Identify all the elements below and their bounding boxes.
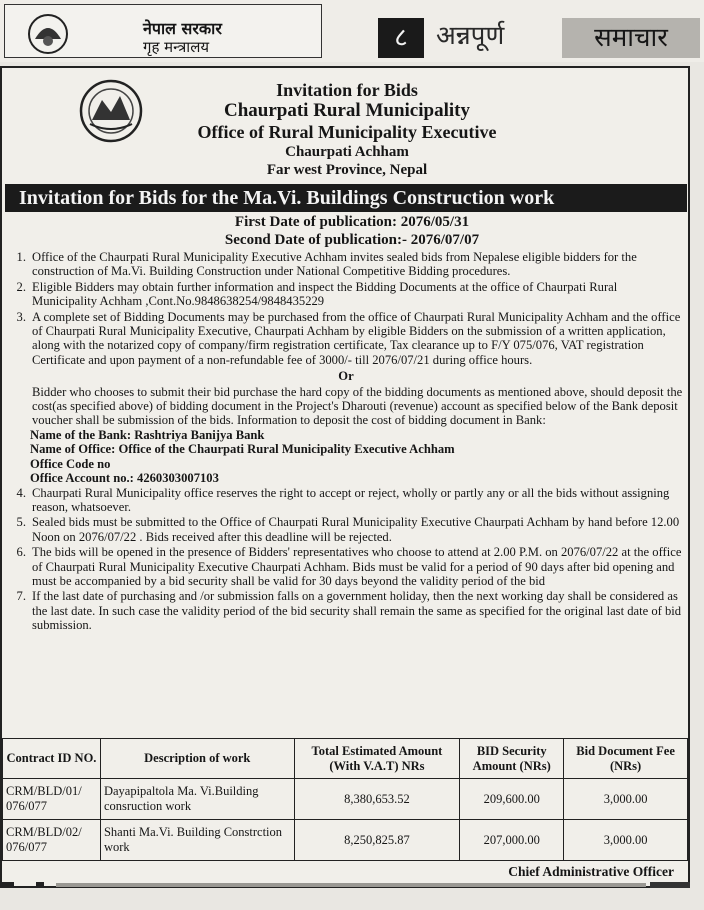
column-header: Contract ID NO. <box>3 739 101 779</box>
newspaper-name-part1: अन्नपूर्ण <box>436 21 505 51</box>
bid-security-cell: 209,600.00 <box>460 779 564 820</box>
notice-banner: Invitation for Bids for the Ma.Vi. Buildings Construction work <box>5 184 687 212</box>
estimated-amount-cell: 8,380,653.52 <box>294 779 460 820</box>
table-row <box>3 779 688 820</box>
deposit-paragraph: Bidder who chooses to submit their bid purchase the hard copy of the bidding documents as mentioned above, should deposit the cost(as specified above) of bidding document in the Project's Dharouti (revenue) account as specified below of the Bank deposit voucher shall be submission of the bids. Information to deposit the cost of bidding document in Bank: <box>32 384 683 428</box>
municipality-name: Chaurpati Rural Municipality <box>224 100 470 121</box>
notice-title: Invitation for Bids <box>276 80 418 100</box>
government-name: नेपाल सरकार <box>143 19 222 38</box>
estimated-amount-cell: 8,250,825.87 <box>294 820 460 861</box>
bank-account: Office Account no.: 4260303007103 <box>30 471 219 486</box>
table-row <box>3 820 688 861</box>
signatory-title: Chief Administrative Officer <box>508 864 674 879</box>
list-item: 1. Office of the Chaurpati Rural Municipality Executive Achham invites sealed bids from Nepalese eligible bidders for the construction of Ma.Vi. Building Construction under National Competitive Bidding procedures. <box>16 250 637 279</box>
notice-body <box>8 250 684 634</box>
bid-security-cell: 207,000.00 <box>460 820 564 861</box>
document-fee-cell: 3,000.00 <box>564 820 688 861</box>
list-item: 7. If the last date of purchasing and /or submission falls on a government holiday, then the next working day shall be considered as the last date. In such case the validity period of the bid security shall remain the same as specified for the original last date of bid submission. <box>16 589 682 633</box>
list-item: 3. A complete set of Bidding Documents may be purchased from the office of Chaurpati Rural Municipality Achham and the office of Chaurpati Rural Municipality Executive, Chaurpati Achham by eligible Bidders on the submission of a written application, along with the notarized copy of company/firm registration certificate, Tax clearance up to F/Y 075/076, VAT registration Certificate and upon payment of a non-refundable fee of 3000/- till 2076/07/21 during office hours. <box>16 309 681 367</box>
column-header: BID Security Amount (NRs) <box>460 739 564 779</box>
province-line: Far west Province, Nepal <box>266 162 428 178</box>
list-item: 2. Eligible Bidders may obtain further information and inspect the Bidding Documents at the office of Chaurpati Rural Municipality Achham ,Cont.No.9848638254/9848435229 <box>16 279 618 309</box>
table-header-row <box>3 739 688 779</box>
nepal-emblem-icon <box>27 13 69 55</box>
bank-office: Name of Office: Office of the Chaurpati Rural Municipality Executive Achham <box>30 442 455 457</box>
first-publication-date: First Date of publication: 2076/05/31 <box>234 214 470 230</box>
contract-id-cell: CRM/BLD/01/ 076/077 <box>3 779 101 820</box>
or-separator: Or <box>338 369 354 384</box>
document-fee-cell: 3,000.00 <box>564 779 688 820</box>
description-cell: Shanti Ma.Vi. Building Constrction work <box>100 820 294 861</box>
list-item: 5. Sealed bids must be submitted to the Office of Chaurpati Rural Municipality Executive Chaurpati Achham by hand before 12.00 Noon on 2076/07/22 . Bids received after this deadline will be rejected. <box>16 515 680 544</box>
newspaper-name-part2: समाचार <box>562 18 700 58</box>
column-header: Total Estimated Amount (With V.A.T) NRs <box>294 739 460 779</box>
column-header: Description of work <box>100 739 294 779</box>
bank-office-code: Office Code no <box>30 456 111 471</box>
ministry-name: गृह मन्त्रालय <box>143 38 210 56</box>
bank-name: Name of the Bank: Rashtriya Banijya Bank <box>30 427 265 442</box>
bid-notice <box>0 66 690 888</box>
page-edge-divider <box>0 880 704 890</box>
location-line: Chaurpati Achham <box>285 144 409 160</box>
second-publication-date: Second Date of publication:- 2076/07/07 <box>224 232 480 248</box>
description-cell: Dayapipaltola Ma. Vi.Building consruction work <box>100 779 294 820</box>
newspaper-masthead <box>0 0 704 62</box>
list-item: 4. Chaurpati Rural Municipality office reserves the right to accept or reject, wholly or partly any or all the bids without assigning reason, whatsoever. <box>16 485 670 514</box>
column-header: Bid Document Fee (NRs) <box>564 739 688 779</box>
bid-table <box>2 738 688 861</box>
contract-id-cell: CRM/BLD/02/ 076/077 <box>3 820 101 861</box>
list-item: 6. The bids will be opened in the presence of Bidders' representatives who choose to attend at 2.00 P.M. on 2076/07/22 at the office of Chaurpati Rural Municipality Executive Chaurpati Achham. Bids must be valid for a period of 90 days after bid opening and must be accompanied by a bid security shall be valid for 30 days beyond the validity period of the bid <box>16 545 682 588</box>
government-header-box <box>4 4 322 58</box>
page-number: ८ <box>378 18 424 58</box>
office-name: Office of Rural Municipality Executive <box>197 122 497 142</box>
